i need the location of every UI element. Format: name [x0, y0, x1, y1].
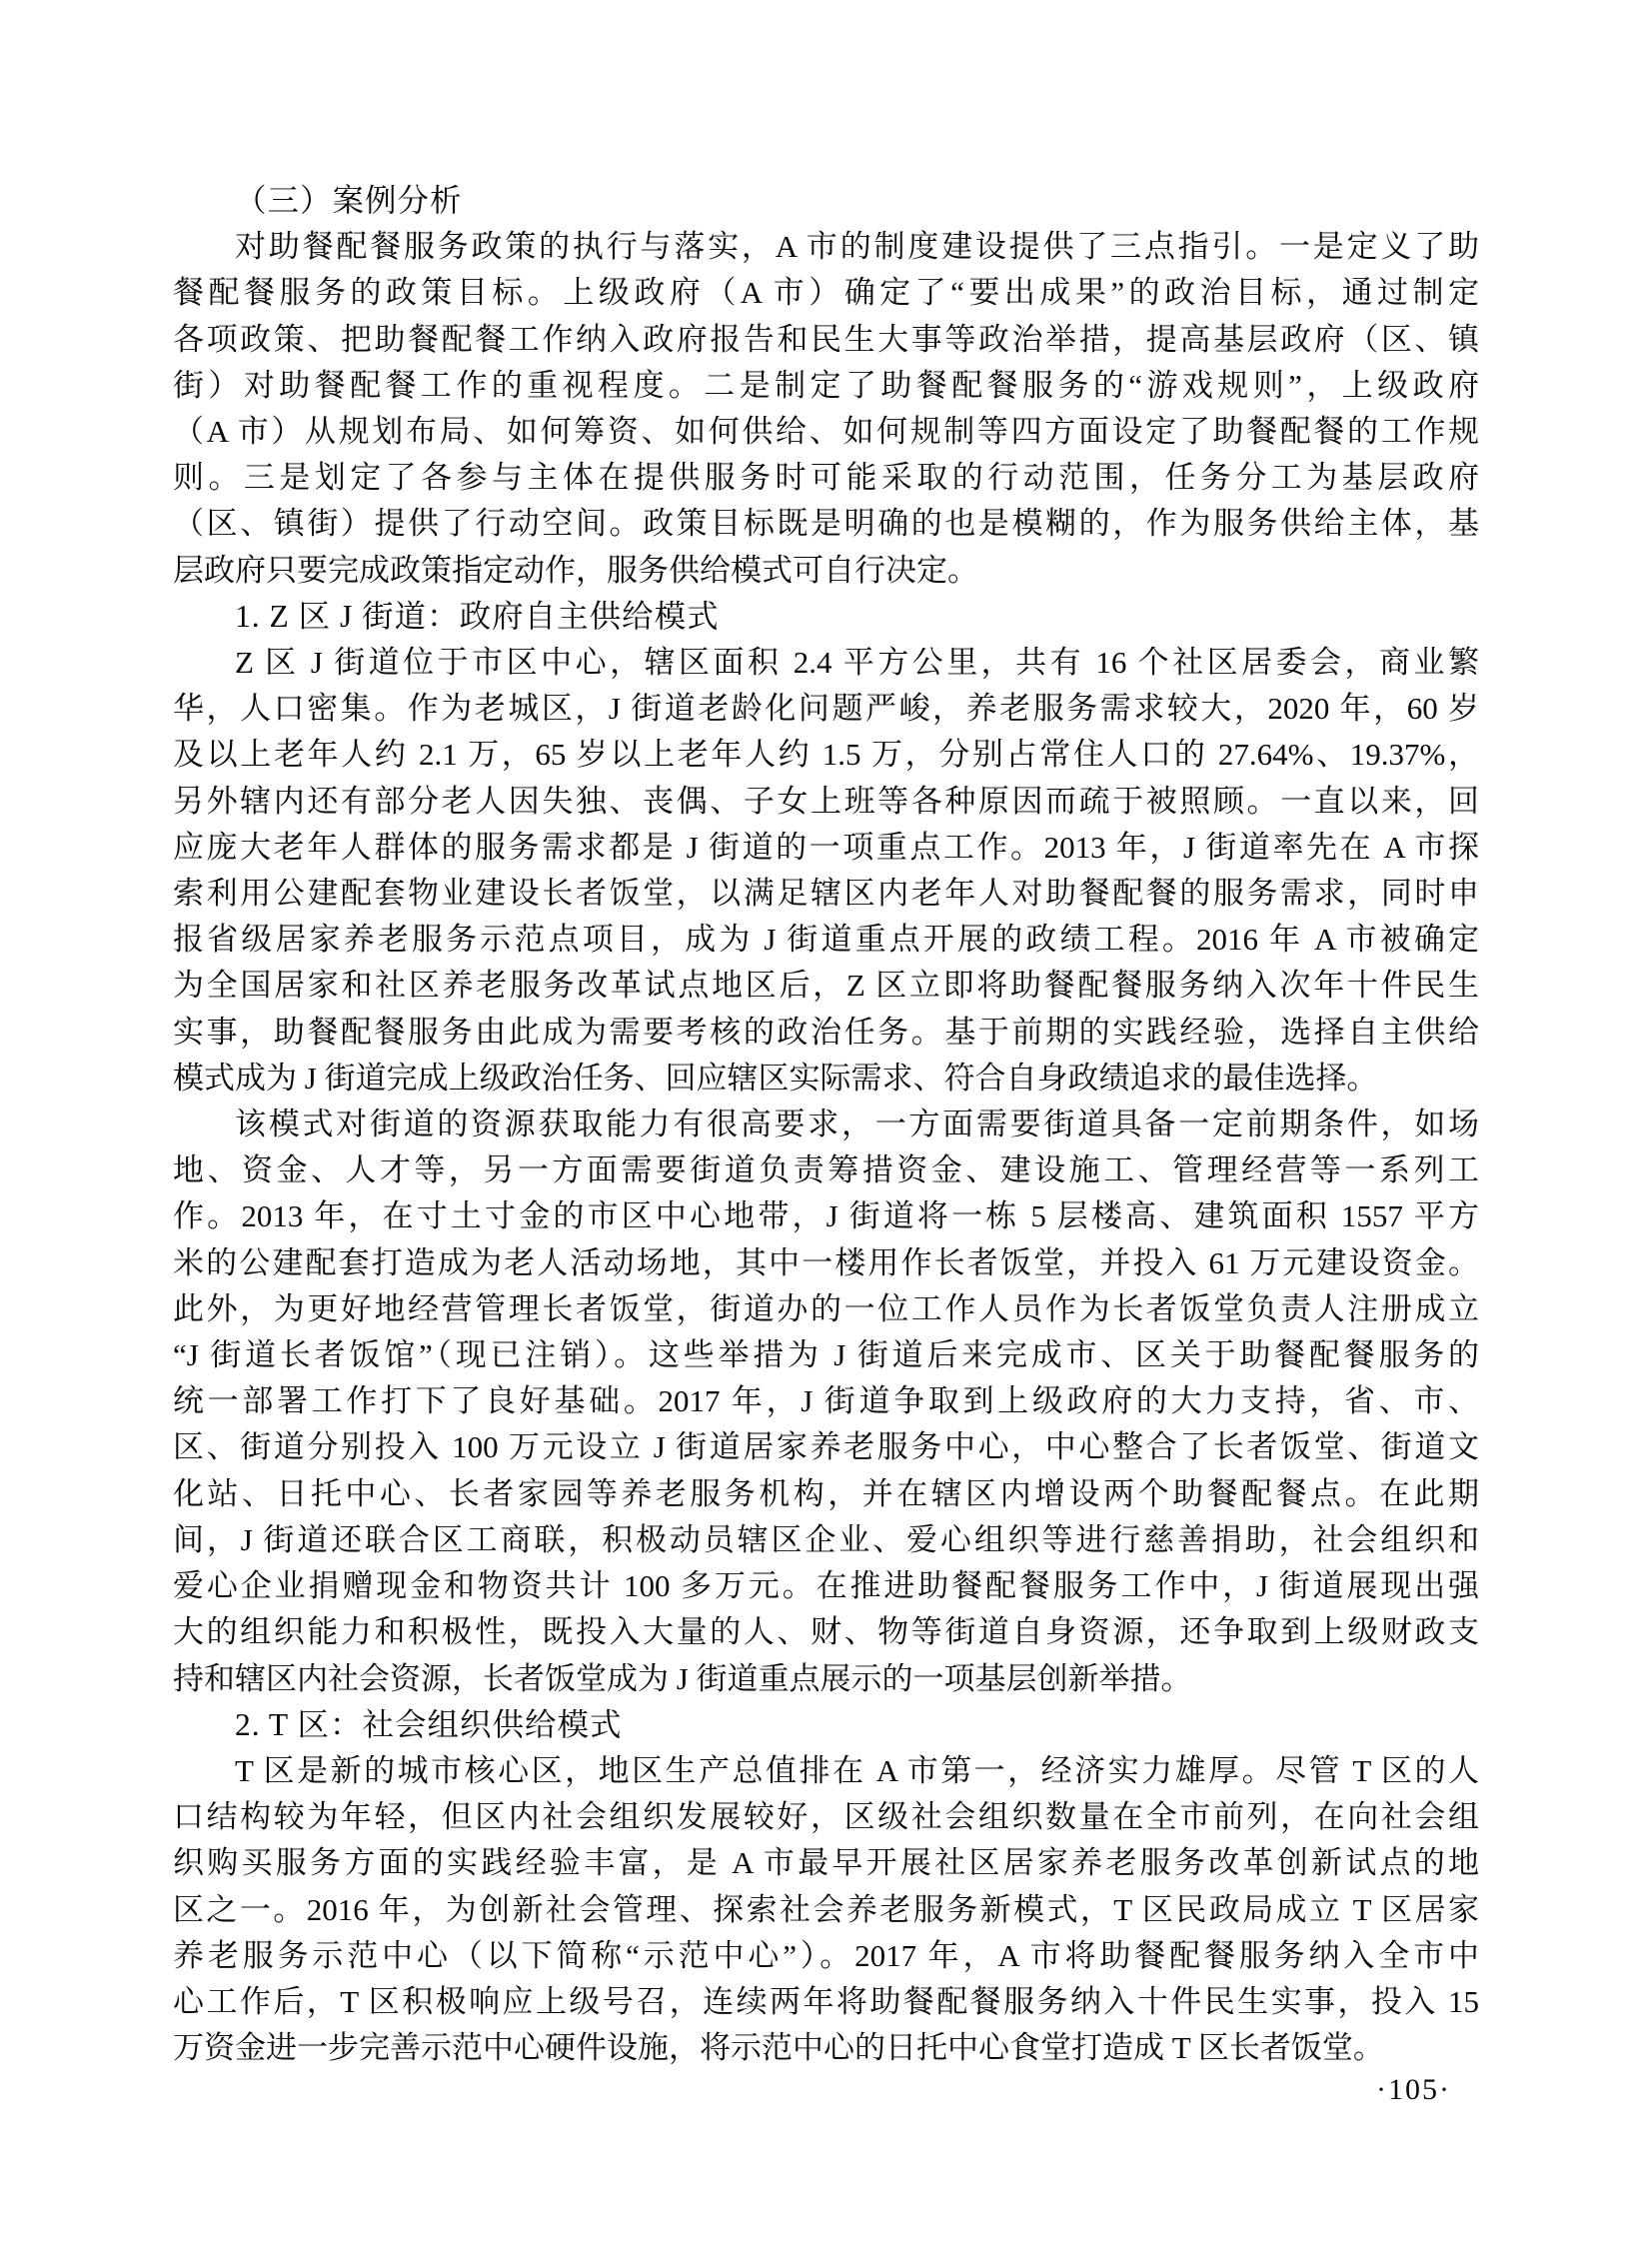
text-line: 作。2013 年，在寸土寸金的市区中心地带，J 街道将一栋 5 层楼高、建筑面积 1557 平方 — [173, 1198, 1479, 1234]
text-line: 米的公建配套打造成为老人活动场地，其中一楼用作长者饭堂，并投入 61 万元建设资金。 — [173, 1244, 1479, 1280]
text-line: 该模式对街道的资源获取能力有很高要求，一方面需要街道具备一定前期条件，如场 — [235, 1107, 1479, 1142]
text-line: 此外，为更好地经营管理长者饭堂，街道办的一位工作人员作为长者饭堂负责人注册成立 — [173, 1290, 1479, 1326]
text-line: “J 街道长者饭馆”（现已注销）。这些举措为 J 街道后来完成市、区关于助餐配餐服务的 — [173, 1337, 1479, 1373]
text-line: 及以上老年人约 2.1 万，65 岁以上老年人约 1.5 万，分别占常住人口的 27.64%、19.37%， — [173, 737, 1479, 773]
text-line: 大的组织能力和积极性，既投入大量的人、财、物等街道自身资源，还争取到上级财政支 — [173, 1614, 1479, 1650]
text-line: 万资金进一步完善示范中心硬件设施，将示范中心的日托中心食堂打造成 T 区长者饭堂。 — [173, 2030, 1384, 2066]
text-line: 报省级居家养老服务示范点项目，成为 J 街道重点开展的政绩工程。2016 年 A 市被确定 — [173, 922, 1479, 958]
section-heading: （三）案例分析 — [235, 183, 463, 218]
paragraph — [173, 1102, 1479, 1702]
text-line: 间，J 街道还联合区工商联，积极动员辖区企业、爱心组织等进行慈善捐助，社会组织和 — [173, 1521, 1479, 1557]
paragraph — [173, 1748, 1479, 2071]
text-line: 街）对助餐配餐工作的重视程度。二是制定了助餐配餐服务的“游戏规则”，上级政府 — [173, 367, 1479, 403]
text-blocks — [173, 178, 1479, 2071]
text-line: 统一部署工作打下了良好基础。2017 年，J 街道争取到上级政府的大力支持，省、市、 — [173, 1383, 1479, 1419]
text-line: 各项政策、把助餐配餐工作纳入政府报告和民生大事等政治举措，提高基层政府（区、镇 — [173, 321, 1479, 357]
text-line: 华，人口密集。作为老城区，J 街道老龄化问题严峻，养老服务需求较大，2020 年，60 岁 — [173, 691, 1479, 727]
text-line: 另外辖内还有部分老人因失独、丧偶、子女上班等各种原因而疏于被照顾。一直以来，回 — [173, 783, 1479, 819]
text-line: （A 市）从规划布局、如何筹资、如何供给、如何规制等四方面设定了助餐配餐的工作规 — [173, 414, 1479, 450]
text-line: 养老服务示范中心（以下简称“示范中心”）。2017 年，A 市将助餐配餐服务纳入全市中 — [173, 1937, 1479, 1973]
paragraph — [173, 224, 1479, 594]
text-line: 化站、日托中心、长者家园等养老服务机构，并在辖区内增设两个助餐配餐点。在此期 — [173, 1475, 1479, 1511]
text-line: 对助餐配餐服务政策的执行与落实，A 市的制度建设提供了三点指引。一是定义了助 — [235, 229, 1479, 265]
text-line: 为全国居家和社区养老服务改革试点地区后，Z 区立即将助餐配餐服务纳入次年十件民生 — [173, 968, 1479, 1004]
text-line: 口结构较为年轻，但区内社会组织发展较好，区级社会组织数量在全市前列，在向社会组 — [173, 1799, 1479, 1835]
text-line: 实事，助餐配餐服务由此成为需要考核的政治任务。基于前期的实践经验，选择自主供给 — [173, 1014, 1479, 1050]
paragraph — [173, 640, 1479, 1102]
text-line: T 区是新的城市核心区，地区生产总值排在 A 市第一，经济实力雄厚。尽管 T 区的人 — [235, 1752, 1479, 1788]
text-line: 则。三是划定了各参与主体在提供服务时可能采取的行动范围，任务分工为基层政府 — [173, 460, 1479, 496]
section-heading: 2. T 区：社会组织供给模式 — [235, 1706, 623, 1742]
text-line: 餐配餐服务的政策目标。上级政府（A 市）确定了“要出成果”的政治目标，通过制定 — [173, 275, 1479, 311]
page-content — [173, 178, 1479, 2114]
text-line: 区之一。2016 年，为创新社会管理、探索社会养老服务新模式，T 区民政局成立 T 区居家 — [173, 1891, 1479, 1927]
text-line: Z 区 J 街道位于市区中心，辖区面积 2.4 平方公里，共有 16 个社区居委会，商业繁 — [235, 645, 1479, 681]
text-line: 爱心企业捐赠现金和物资共计 100 多万元。在推进助餐配餐服务工作中，J 街道展现出强 — [173, 1568, 1479, 1604]
page-number: ·105· — [1376, 2073, 1451, 2107]
text-line: 索利用公建配套物业建设长者饭堂，以满足辖区内老年人对助餐配餐的服务需求，同时申 — [173, 876, 1479, 912]
text-line: 层政府只要完成政策指定动作，服务供给模式可自行决定。 — [173, 552, 978, 588]
text-line: 模式成为 J 街道完成上级政治任务、回应辖区实际需求、符合自身政绩追求的最佳选择。 — [173, 1060, 1378, 1096]
text-line: 持和辖区内社会资源，长者饭堂成为 J 街道重点展示的一项基层创新举措。 — [173, 1660, 1192, 1696]
text-line: 地、资金、人才等，另一方面需要街道负责筹措资金、建设施工、管理经营等一系列工 — [173, 1152, 1479, 1188]
text-line: 心工作后，T 区积极响应上级号召，连续两年将助餐配餐服务纳入十件民生实事，投入 15 — [173, 1983, 1479, 2019]
text-line: （区、镇街）提供了行动空间。政策目标既是明确的也是模糊的，作为服务供给主体，基 — [173, 506, 1479, 542]
text-line: 区、街道分别投入 100 万元设立 J 街道居家养老服务中心，中心整合了长者饭堂、街道文 — [173, 1429, 1479, 1465]
section-heading: 1. Z 区 J 街道：政府自主供给模式 — [235, 598, 720, 634]
text-line: 织购买服务方面的实践经验丰富，是 A 市最早开展社区居家养老服务改革创新试点的地 — [173, 1845, 1479, 1881]
text-line: 应庞大老年人群体的服务需求都是 J 街道的一项重点工作。2013 年，J 街道率先在 A 市探 — [173, 829, 1479, 865]
